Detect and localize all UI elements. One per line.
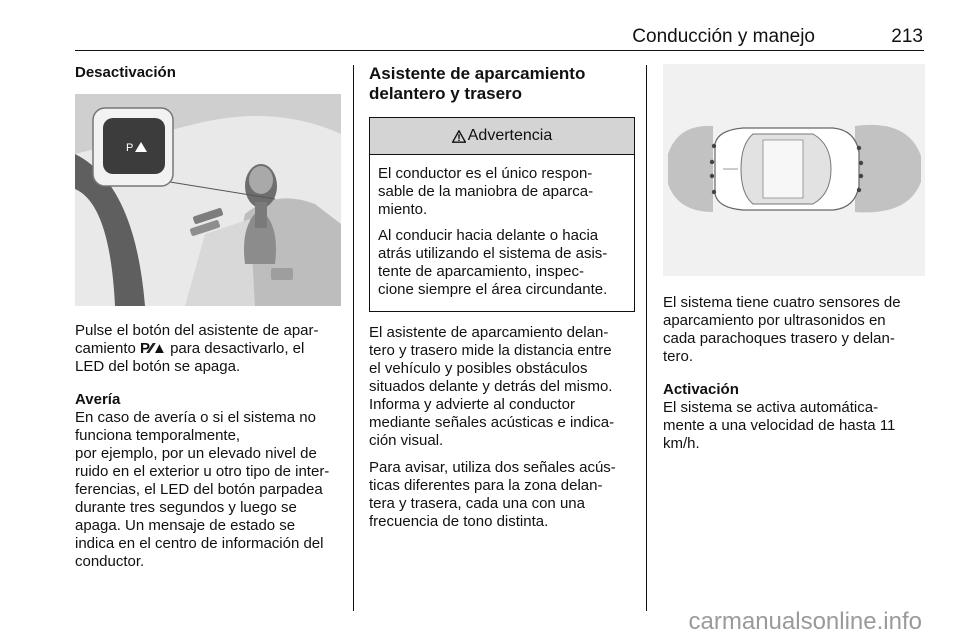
text-line: aparcamiento por ultrasonidos en bbox=[663, 312, 886, 329]
column-divider-2 bbox=[646, 65, 647, 611]
text-line: sable de la maniobra de aparca- bbox=[378, 183, 594, 200]
text-line: camiento bbox=[75, 340, 141, 357]
text-line: ferencias, el LED del botón parpadea bbox=[75, 481, 323, 498]
text-line: cione siempre el área circundante. bbox=[378, 281, 608, 298]
text-line: El asistente de aparcamiento delan- bbox=[369, 324, 609, 341]
text-line: situados delante y detrás del mismo. bbox=[369, 378, 613, 395]
title-line: delantero y trasero bbox=[369, 84, 523, 103]
text-line: Informa y advierte al conductor bbox=[369, 396, 575, 413]
deactivation-heading: Desactivación bbox=[75, 64, 176, 81]
watermark-text: carmanualsonline.info bbox=[688, 608, 922, 635]
text-line: ción visual. bbox=[369, 432, 444, 449]
activation-paragraph bbox=[663, 399, 925, 453]
text-line: frecuencia de tono distinta. bbox=[369, 513, 549, 530]
warning-title: Advertencia bbox=[467, 127, 553, 144]
header-rule bbox=[75, 50, 924, 51]
fault-paragraph bbox=[75, 409, 341, 571]
text-line: por ejemplo, por un elevado nivel de bbox=[75, 445, 317, 462]
warning-box bbox=[369, 117, 635, 312]
text-line: Al conducir hacia delante o hacia bbox=[378, 227, 599, 244]
text-line: ticas diferentes para la zona delan- bbox=[369, 477, 603, 494]
text-line: el vehículo y posibles obstáculos bbox=[369, 360, 588, 377]
text-line: Para avisar, utiliza dos señales acús- bbox=[369, 459, 616, 476]
text-line: El sistema tiene cuatro sensores de bbox=[663, 294, 901, 311]
text-line: LED del botón se apaga. bbox=[75, 358, 241, 375]
text-line: ruido en el exterior u otro tipo de inter- bbox=[75, 463, 330, 480]
column-2 bbox=[369, 64, 635, 540]
description-paragraph-2 bbox=[369, 459, 635, 531]
text-line: funciona temporalmente, bbox=[75, 427, 241, 444]
page-header-title: Conducción y manejo bbox=[632, 26, 815, 47]
column-1 bbox=[75, 64, 341, 580]
text-line: tero. bbox=[663, 348, 694, 365]
warning-paragraph-2 bbox=[378, 227, 628, 299]
description-paragraph-1 bbox=[369, 324, 635, 450]
warning-header bbox=[370, 118, 634, 155]
title-line: Asistente de aparcamiento bbox=[369, 64, 586, 83]
text-line: tera y trasera, cada una con una bbox=[369, 495, 585, 512]
text-line: atrás utilizando el sistema de asis- bbox=[378, 245, 608, 262]
section-title bbox=[369, 64, 635, 104]
sensor-coverage-figure bbox=[663, 64, 925, 276]
text-line: para desactivarlo, el bbox=[165, 340, 305, 357]
text-line: tero y trasero mide la distancia entre bbox=[369, 342, 612, 359]
deactivation-paragraph bbox=[75, 322, 341, 376]
text-line: miento. bbox=[378, 201, 428, 218]
column-3 bbox=[663, 64, 925, 462]
activation-heading: Activación bbox=[663, 381, 739, 398]
text-line: mente a una velocidad de hasta 11 bbox=[663, 417, 896, 434]
text-line: El conductor es el único respon- bbox=[378, 165, 593, 182]
text-line: conductor. bbox=[75, 553, 145, 570]
text-line: Pulse el botón del asistente de apar- bbox=[75, 322, 319, 339]
sensors-paragraph bbox=[663, 294, 925, 366]
warning-paragraph-1 bbox=[378, 165, 628, 219]
text-line: apaga. Un mensaje de estado se bbox=[75, 517, 296, 534]
text-line: mediante señales acústicas e indica- bbox=[369, 414, 615, 431]
text-line: durante tres segundos y luego se bbox=[75, 499, 297, 516]
figure-button-label: P bbox=[126, 142, 134, 154]
text-line: tente de aparcamiento, inspec- bbox=[378, 263, 584, 280]
text-line: El sistema se activa automática- bbox=[663, 399, 879, 416]
text-line: En caso de avería o si el sistema no bbox=[75, 409, 316, 426]
column-divider-1 bbox=[353, 65, 354, 611]
text-line: cada parachoques trasero y delan- bbox=[663, 330, 895, 347]
warning-body bbox=[370, 155, 634, 311]
text-line: km/h. bbox=[663, 435, 700, 452]
page-number: 213 bbox=[891, 26, 923, 47]
fault-heading: Avería bbox=[75, 391, 121, 408]
text-line: indica en el centro de información del bbox=[75, 535, 324, 552]
warning-triangle-icon bbox=[452, 130, 466, 143]
parking-assist-symbol: P⁄⁄▲ bbox=[140, 340, 166, 357]
parking-button-figure bbox=[75, 94, 341, 306]
